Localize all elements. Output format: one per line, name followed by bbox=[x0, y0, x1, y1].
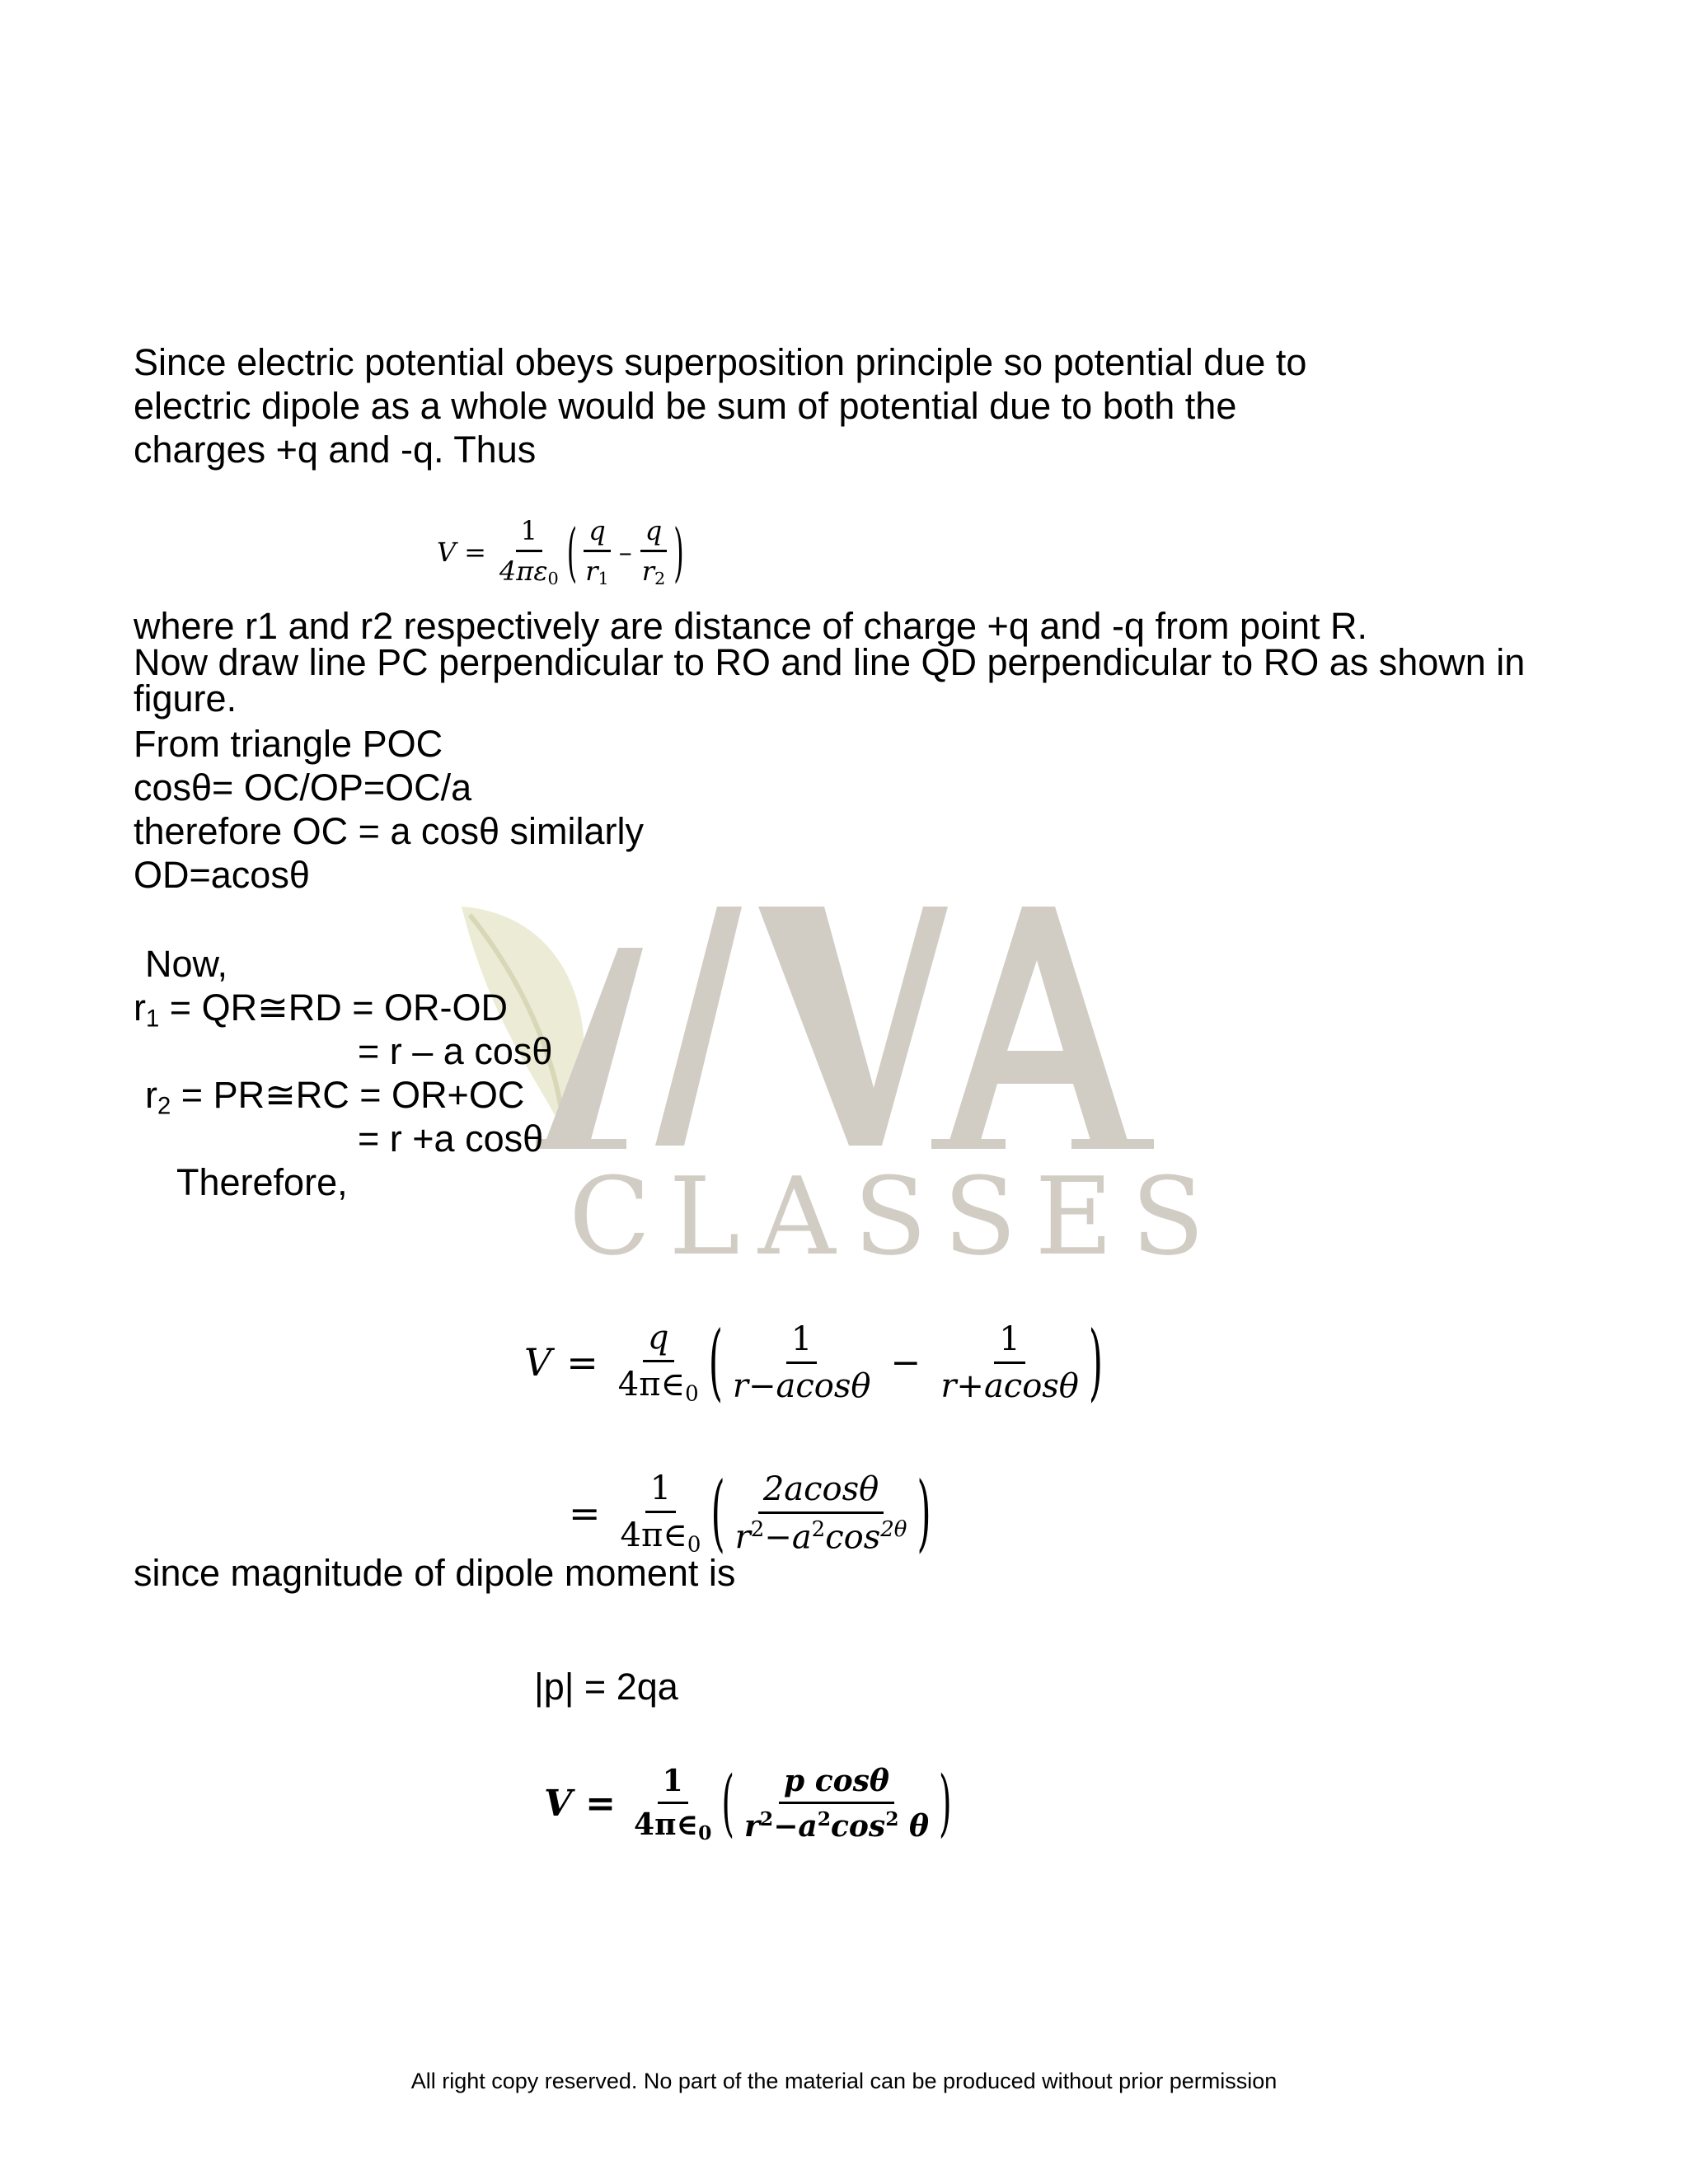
eq1-r1-sub: 1 bbox=[598, 569, 609, 589]
eq1-r2: r bbox=[641, 555, 655, 587]
eq4-num: 1 bbox=[658, 1764, 688, 1804]
eq4-den-r: r bbox=[743, 1809, 760, 1844]
r2-subscript: 2 bbox=[157, 1093, 171, 1120]
r1-subscript: 1 bbox=[146, 1005, 160, 1033]
eq4-den-cos-sup: 2 bbox=[885, 1807, 899, 1831]
triangle-line-1: From triangle POC bbox=[134, 723, 443, 765]
eq1-r1: r bbox=[585, 555, 598, 587]
eq4-equals: = bbox=[585, 1783, 617, 1825]
eq2-f2-den: r+acosθ bbox=[940, 1366, 1079, 1405]
eq4-den-cos: cos bbox=[830, 1809, 886, 1844]
derivation-therefore: Therefore, bbox=[176, 1161, 348, 1203]
eq1-rparen: ) bbox=[673, 513, 684, 590]
eq1-equals: = bbox=[464, 536, 486, 568]
eq1-lhs: V bbox=[437, 536, 457, 568]
eq2-den-sub: 0 bbox=[685, 1381, 699, 1407]
intro-line-3: charges +q and -q. Thus bbox=[134, 429, 537, 471]
r2-expression: = PR≅RC = OR+OC bbox=[171, 1074, 525, 1116]
eq2-f1-den: r−acosθ bbox=[732, 1366, 871, 1405]
equation-potential-final bbox=[544, 1764, 957, 1844]
eq4-den-sub: 0 bbox=[698, 1821, 712, 1844]
eq3-equals: = bbox=[569, 1491, 601, 1536]
eq3-den-r: r bbox=[734, 1518, 751, 1557]
eq4-lparen: ( bbox=[721, 1762, 734, 1846]
eq4-lhs: V bbox=[544, 1783, 573, 1825]
triangle-line-3: therefore OC = a cosθ similarly bbox=[134, 810, 644, 852]
eq4-prefactor bbox=[629, 1764, 716, 1844]
eq2-num: q bbox=[643, 1319, 674, 1362]
eq3-frac bbox=[730, 1470, 912, 1556]
eq4-den: 4π∈ bbox=[634, 1807, 699, 1842]
eq3-prefactor bbox=[616, 1469, 706, 1558]
eq1-r2-sub: 2 bbox=[654, 569, 666, 589]
where-line-3: figure. bbox=[134, 677, 237, 719]
where-line-1: where r1 and r2 respectively are distance of charge +q and -q from point R. bbox=[134, 605, 1368, 647]
eq3-den-a-sup: 2 bbox=[811, 1517, 826, 1543]
triangle-line-4: OD=acosθ bbox=[134, 854, 310, 896]
eq1-prefactor bbox=[495, 515, 564, 588]
copyright-footer: All right copy reserved. No part of the material can be produced without prior permission bbox=[410, 2069, 1278, 2093]
eq1-den: 4πε bbox=[499, 555, 548, 587]
dipole-moment-equation: |p| = 2qa bbox=[534, 1666, 678, 1708]
eq2-lhs: V bbox=[524, 1340, 552, 1385]
eq2-f2-num: 1 bbox=[994, 1320, 1025, 1364]
triangle-line-2: cosθ= OC/OP=OC/a bbox=[134, 766, 472, 808]
eq3-den: 4π∈ bbox=[620, 1516, 687, 1554]
eq3-den-r-sup: 2 bbox=[750, 1517, 765, 1543]
eq3-lparen: ( bbox=[710, 1465, 725, 1562]
eq3-f-num: 2acosθ bbox=[758, 1470, 884, 1514]
eq1-q2: q bbox=[640, 515, 667, 552]
eq1-minus: – bbox=[618, 536, 632, 568]
eq4-den-r-sup: 2 bbox=[759, 1807, 774, 1831]
watermark-subtitle: CLASSES bbox=[569, 1154, 1223, 1279]
eq4-den-theta: θ bbox=[898, 1809, 930, 1844]
eq2-frac-2 bbox=[935, 1320, 1084, 1405]
eq3-rparen: ) bbox=[917, 1465, 931, 1562]
eq4-den-a-sup: 2 bbox=[817, 1807, 831, 1831]
eq4-frac bbox=[739, 1764, 934, 1844]
eq2-frac-1 bbox=[728, 1320, 876, 1405]
r1-expression: = QR≅RD = OR-OD bbox=[159, 987, 509, 1029]
r2-symbol: r bbox=[145, 1074, 157, 1116]
eq1-frac-b bbox=[637, 515, 671, 588]
eq1-lparen: ( bbox=[566, 513, 578, 590]
derivation-r1-line2: = r – a cosθ bbox=[358, 1030, 553, 1072]
derivation-r2-line2: = r +a cosθ bbox=[358, 1118, 544, 1160]
eq3-den-mid: −a bbox=[764, 1518, 812, 1557]
eq2-lparen: ( bbox=[708, 1314, 723, 1411]
eq4-rparen: ) bbox=[939, 1762, 952, 1846]
equation-potential-expanded bbox=[524, 1314, 1108, 1411]
equation-potential-simplified bbox=[569, 1465, 936, 1562]
intro-line-2: electric dipole as a whole would be sum of potential due to both the bbox=[134, 385, 1237, 427]
where-line-2: Now draw line PC perpendicular to RO and line QD perpendicular to RO as shown in bbox=[134, 641, 1526, 683]
r1-symbol: r bbox=[134, 987, 146, 1029]
watermark-logo bbox=[445, 898, 1223, 1286]
eq1-q1: q bbox=[584, 515, 610, 552]
eq2-equals: = bbox=[566, 1340, 598, 1385]
eq3-den-sub: 0 bbox=[687, 1532, 701, 1558]
eq2-den: 4π∈ bbox=[617, 1366, 686, 1404]
equation-potential-general bbox=[437, 515, 687, 588]
eq2-minus: − bbox=[890, 1341, 921, 1384]
eq2-prefactor bbox=[613, 1319, 704, 1407]
eq3-den-cos-sup: 2θ bbox=[880, 1517, 907, 1543]
eq1-num: 1 bbox=[516, 515, 542, 552]
derivation-now: Now, bbox=[145, 943, 228, 985]
intro-line-1: Since electric potential obeys superposition principle so potential due to bbox=[134, 341, 1307, 383]
dipole-moment-text: since magnitude of dipole moment is bbox=[134, 1552, 736, 1594]
eq3-num: 1 bbox=[645, 1469, 676, 1513]
eq4-den-mid: −a bbox=[773, 1809, 818, 1844]
eq2-rparen: ) bbox=[1088, 1314, 1104, 1411]
eq1-den-sub: 0 bbox=[547, 569, 559, 589]
eq2-f1-num: 1 bbox=[786, 1320, 817, 1364]
eq1-frac-a bbox=[580, 515, 614, 588]
eq3-den-cos: cos bbox=[825, 1518, 881, 1557]
eq4-f-num: p cosθ bbox=[779, 1764, 894, 1804]
